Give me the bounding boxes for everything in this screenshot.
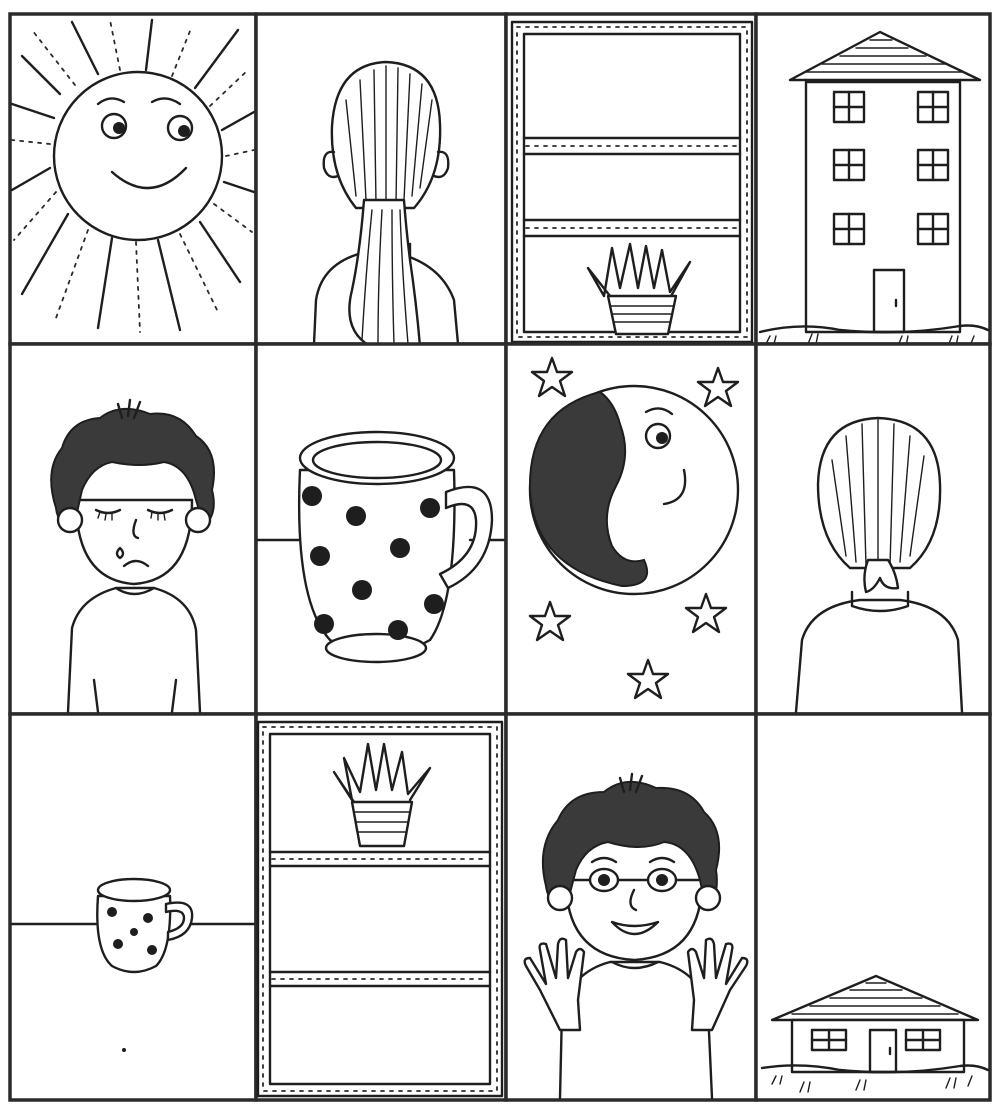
card-happy-child[interactable] [506,714,756,1100]
card-moon-stars[interactable] [506,344,756,714]
card-girl-short-ponytail[interactable] [756,344,990,714]
card-sun[interactable] [10,14,256,344]
card-tall-building[interactable] [756,14,990,346]
card-big-mug[interactable] [256,344,506,714]
card-small-mug[interactable] [10,714,256,1100]
card-shelf-plant-bottom[interactable] [506,14,756,344]
card-shelf-plant-top[interactable] [256,714,506,1100]
card-crying-child[interactable] [10,344,256,714]
card-small-house[interactable] [756,714,990,1100]
card-girl-long-ponytail[interactable] [256,14,506,346]
